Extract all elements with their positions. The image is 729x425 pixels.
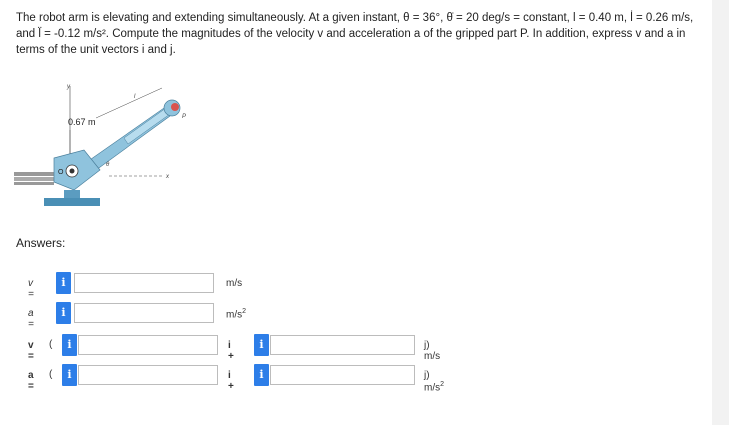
scrollbar-track — [712, 0, 729, 425]
origin-label: O — [58, 169, 64, 176]
info-icon[interactable]: i — [56, 272, 71, 294]
dimension-label: 0.67 m — [68, 117, 96, 127]
a-magnitude-input[interactable] — [74, 303, 214, 323]
y-axis-label: y — [67, 84, 70, 90]
unit-a-base: m/s — [226, 309, 243, 321]
point-p-label: P — [182, 114, 187, 120]
problem-statement — [16, 10, 706, 58]
unit-v-vector: j) m/s — [424, 340, 441, 362]
info-icon[interactable]: i — [254, 334, 269, 356]
x-axis-label: x — [166, 174, 169, 180]
a-j-component-input[interactable] — [270, 365, 415, 385]
theta-label: θ — [106, 162, 110, 168]
paren-open: ( — [49, 369, 53, 380]
problem-line-1: The robot arm is elevating and extending simultaneously. At a given instant, θ = 36°, θ̇ = 20 deg/s = constant, l = 0.40 m, l̇ = 0.26 m/s, — [16, 12, 694, 24]
var-a-vector: a = — [28, 370, 34, 392]
var-v-vector: v = — [28, 340, 34, 362]
v-j-component-input[interactable] — [270, 335, 415, 355]
i-plus-label: i + — [228, 340, 234, 362]
v-i-component-input[interactable] — [78, 335, 218, 355]
info-icon[interactable]: i — [56, 302, 71, 324]
i-plus-label: i + — [228, 370, 234, 392]
info-icon[interactable]: i — [254, 364, 269, 386]
unit-a — [226, 308, 246, 320]
v-magnitude-input[interactable] — [74, 273, 214, 293]
unit-a-sup: 2 — [242, 308, 247, 315]
var-a: a = — [28, 308, 34, 330]
problem-line-3: terms of the unit vectors i and j. — [16, 44, 176, 56]
info-icon[interactable]: i — [62, 364, 77, 386]
a-i-component-input[interactable] — [78, 365, 218, 385]
var-v: v = — [28, 278, 34, 300]
unit-a-vector — [424, 370, 444, 393]
robot-arm-figure — [14, 78, 214, 218]
paren-open: ( — [49, 339, 53, 350]
unit-a-vector-sup: 2 — [440, 381, 445, 388]
problem-line-2: and l̈ = -0.12 m/s². Compute the magnitudes of the velocity v and acceleration a of the gripped part P. In addition, express v and a in — [16, 28, 686, 40]
length-label: l — [134, 94, 136, 100]
info-icon[interactable]: i — [62, 334, 77, 356]
answers-label: Answers: — [16, 236, 66, 250]
unit-a-vector-base: j) m/s — [424, 370, 441, 394]
unit-v: m/s — [226, 278, 243, 289]
